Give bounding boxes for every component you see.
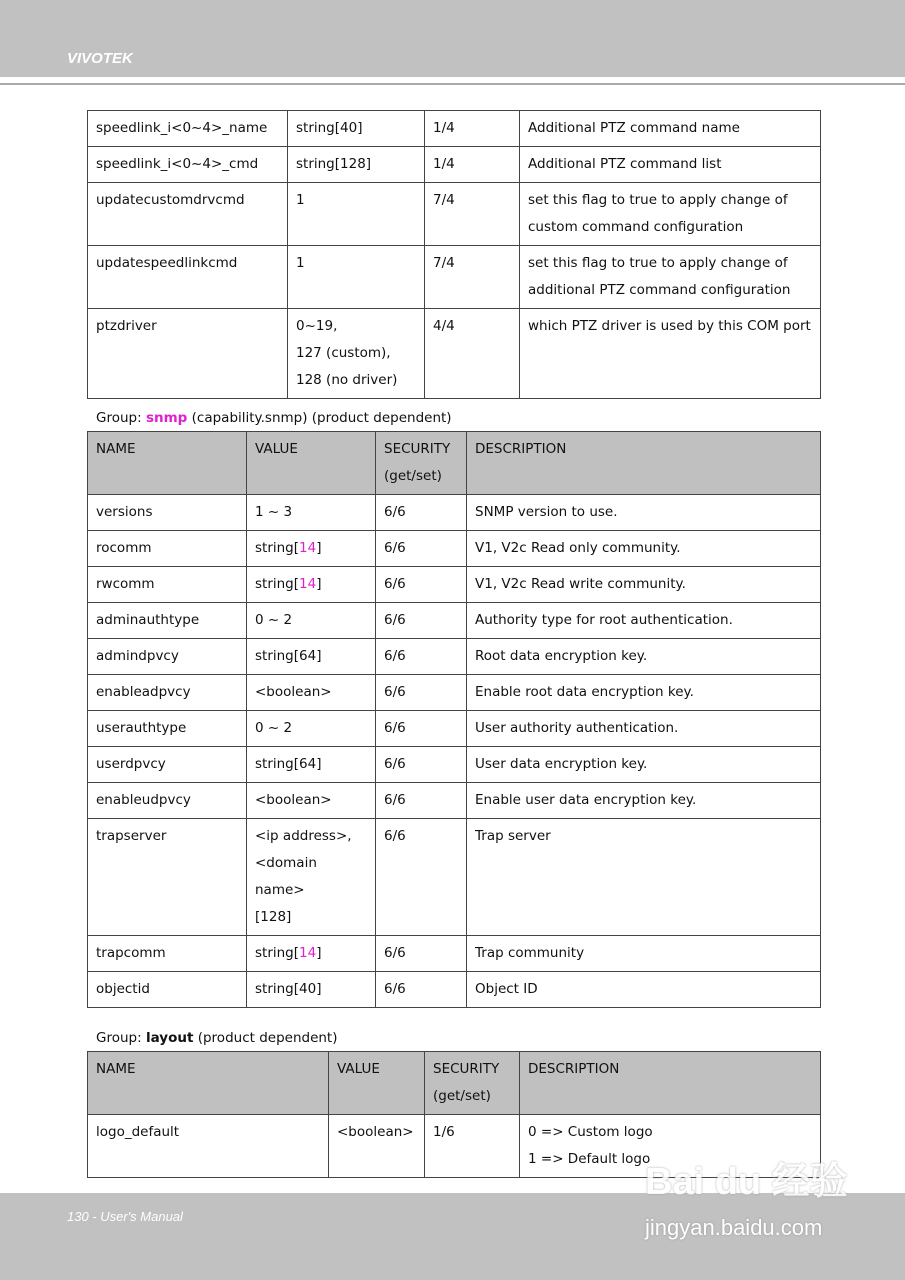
page-header [0, 0, 905, 77]
table-row [88, 495, 821, 531]
table-row [88, 603, 821, 639]
value-cell: 0 ~ 2 [247, 603, 376, 639]
value-cell: <boolean> [247, 675, 376, 711]
security-cell: 7/4 [425, 246, 520, 309]
name-cell: enableudpvcy [88, 783, 247, 819]
security-cell: SECURITY (get/set) [376, 432, 467, 495]
value-cell: <boolean> [329, 1115, 425, 1178]
value-cell: <boolean> [247, 783, 376, 819]
security-cell: 6/6 [376, 675, 467, 711]
description-cell: Additional PTZ command name [520, 111, 821, 147]
name-cell: objectid [88, 972, 247, 1008]
security-cell: 6/6 [376, 711, 467, 747]
name-cell: adminauthtype [88, 603, 247, 639]
security-cell: 6/6 [376, 639, 467, 675]
name-cell: updatespeedlinkcmd [88, 246, 288, 309]
description-cell: 0 => Custom logo 1 => Default logo [520, 1115, 821, 1178]
table-row [88, 432, 821, 495]
table-row [88, 747, 821, 783]
security-cell: 1/4 [425, 111, 520, 147]
value-cell: string[14] [247, 936, 376, 972]
table-row [88, 147, 821, 183]
name-cell: updatecustomdrvcmd [88, 183, 288, 246]
name-cell: userdpvcy [88, 747, 247, 783]
name-cell: trapcomm [88, 936, 247, 972]
table-row [88, 819, 821, 936]
table-row [88, 936, 821, 972]
name-cell: versions [88, 495, 247, 531]
table-row [88, 1052, 821, 1115]
table-row [88, 639, 821, 675]
table-row [88, 183, 821, 246]
snmp-table [87, 431, 821, 1008]
security-cell: 6/6 [376, 783, 467, 819]
description-cell: Additional PTZ command list [520, 147, 821, 183]
baidu-watermark: Bai du 经验 [645, 1161, 848, 1203]
table-row [88, 783, 821, 819]
name-cell: userauthtype [88, 711, 247, 747]
description-cell: SNMP version to use. [467, 495, 821, 531]
name-cell: speedlink_i<0~4>_cmd [88, 147, 288, 183]
ptz-table [87, 110, 821, 399]
security-cell: 6/6 [376, 531, 467, 567]
value-cell: 1 ~ 3 [247, 495, 376, 531]
description-cell: Trap community [467, 936, 821, 972]
description-cell: Trap server [467, 819, 821, 936]
name-cell: speedlink_i<0~4>_name [88, 111, 288, 147]
value-cell: <ip address>, <domain name> [128] [247, 819, 376, 936]
security-cell: 7/4 [425, 183, 520, 246]
name-cell: ptzdriver [88, 309, 288, 399]
table-row [88, 567, 821, 603]
value-cell: string[64] [247, 747, 376, 783]
description-cell: DESCRIPTION [467, 432, 821, 495]
name-cell: NAME [88, 1052, 329, 1115]
description-cell: Root data encryption key. [467, 639, 821, 675]
description-cell: V1, V2c Read write community. [467, 567, 821, 603]
name-cell: admindpvcy [88, 639, 247, 675]
header-divider [0, 83, 905, 85]
description-cell: V1, V2c Read only community. [467, 531, 821, 567]
value-cell: 0 ~ 2 [247, 711, 376, 747]
description-cell: User data encryption key. [467, 747, 821, 783]
name-cell: enableadpvcy [88, 675, 247, 711]
security-cell: 6/6 [376, 936, 467, 972]
value-cell: string[14] [247, 567, 376, 603]
value-cell: VALUE [247, 432, 376, 495]
description-cell: set this flag to true to apply change of custom command configuration [520, 183, 821, 246]
value-cell: string[40] [288, 111, 425, 147]
baidu-watermark-url: jingyan.baidu.com [645, 1215, 823, 1240]
security-cell: 1/4 [425, 147, 520, 183]
value-cell: 0~19, 127 (custom), 128 (no driver) [288, 309, 425, 399]
snmp-group-caption: Group: snmp (capability.snmp) (product dependent) [96, 410, 452, 426]
value-cell: 1 [288, 183, 425, 246]
value-cell: VALUE [329, 1052, 425, 1115]
description-cell: Enable user data encryption key. [467, 783, 821, 819]
security-cell: SECURITY (get/set) [425, 1052, 520, 1115]
value-cell: 1 [288, 246, 425, 309]
name-cell: NAME [88, 432, 247, 495]
value-cell: string[40] [247, 972, 376, 1008]
table-row [88, 246, 821, 309]
table-row [88, 972, 821, 1008]
description-cell: Authority type for root authentication. [467, 603, 821, 639]
table-row [88, 711, 821, 747]
description-cell: User authority authentication. [467, 711, 821, 747]
security-cell: 6/6 [376, 495, 467, 531]
name-cell: logo_default [88, 1115, 329, 1178]
security-cell: 6/6 [376, 567, 467, 603]
security-cell: 6/6 [376, 747, 467, 783]
table-row [88, 675, 821, 711]
value-cell: string[64] [247, 639, 376, 675]
security-cell: 1/6 [425, 1115, 520, 1178]
description-cell: Enable root data encryption key. [467, 675, 821, 711]
description-cell: set this flag to true to apply change of additional PTZ command configuration [520, 246, 821, 309]
layout-group-caption: Group: layout (product dependent) [96, 1030, 338, 1046]
name-cell: rocomm [88, 531, 247, 567]
name-cell: rwcomm [88, 567, 247, 603]
page-number: 130 - User's Manual [67, 1209, 183, 1224]
description-cell: which PTZ driver is used by this COM port [520, 309, 821, 399]
description-cell: Object ID [467, 972, 821, 1008]
security-cell: 6/6 [376, 819, 467, 936]
security-cell: 6/6 [376, 972, 467, 1008]
security-cell: 4/4 [425, 309, 520, 399]
name-cell: trapserver [88, 819, 247, 936]
value-cell: string[128] [288, 147, 425, 183]
table-row [88, 531, 821, 567]
table-row [88, 111, 821, 147]
brand-logo: VIVOTEK [67, 50, 133, 67]
description-cell: DESCRIPTION [520, 1052, 821, 1115]
security-cell: 6/6 [376, 603, 467, 639]
table-row [88, 309, 821, 399]
value-cell: string[14] [247, 531, 376, 567]
